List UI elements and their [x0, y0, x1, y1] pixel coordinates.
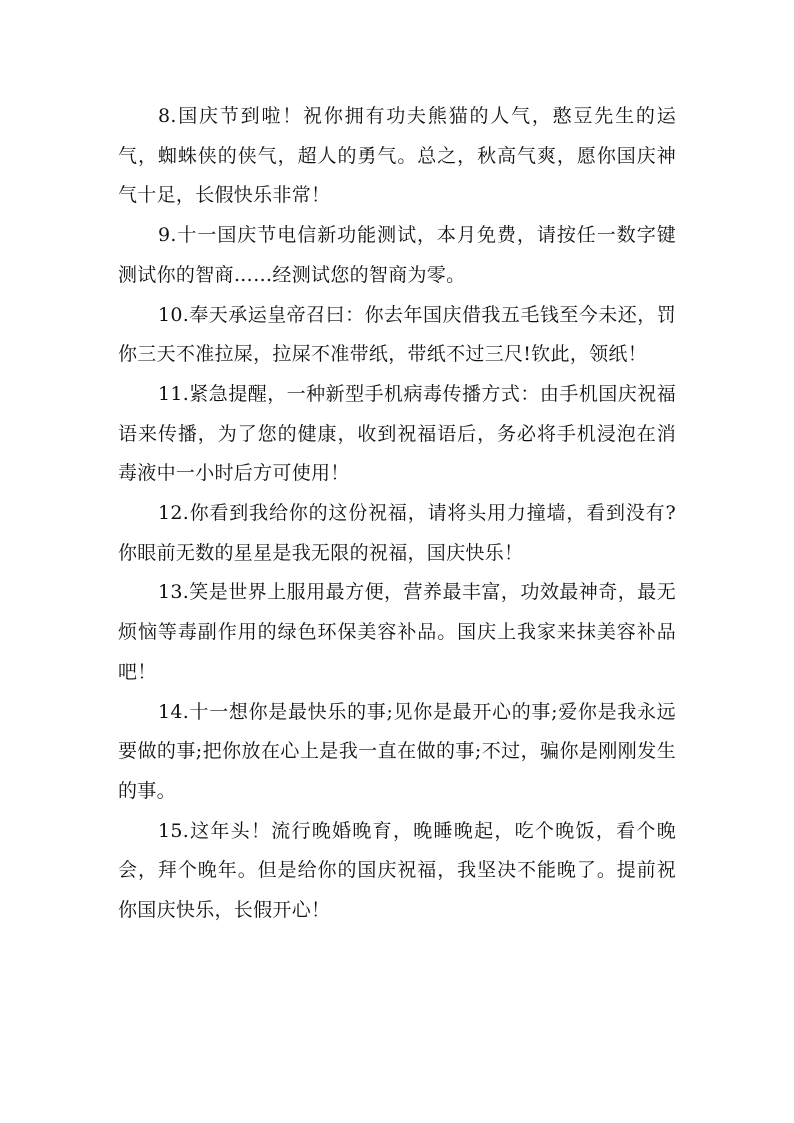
paragraph-10: 10.奉天承运皇帝召曰：你去年国庆借我五毛钱至今未还，罚你三天不准拉屎，拉屎不准带纸，带纸不过三尺!钦此，领纸！	[118, 303, 676, 366]
paragraph-11: 11.紧急提醒，一种新型手机病毒传播方式：由手机国庆祝福语来传播，为了您的健康，收到祝福语后，务必将手机浸泡在消毒液中一小时后方可使用！	[118, 382, 676, 485]
paragraph-13: 13.笑是世界上服用最方便，营养最丰富，功效最神奇，最无烦恼等毒副作用的绿色环保美容补品。国庆上我家来抹美容补品吧！	[118, 581, 676, 683]
document-body	[118, 97, 676, 931]
paragraph-12: 12.你看到我给你的这份祝福，请将头用力撞墙，看到没有?你眼前无数的星星是我无限的祝福，国庆快乐！	[118, 502, 676, 564]
paragraph-8: 8.国庆节到啦！祝你拥有功夫熊猫的人气，憨豆先生的运气，蜘蛛侠的侠气，超人的勇气。总之，秋高气爽，愿你国庆神气十足，长假快乐非常！	[118, 105, 676, 207]
paragraph-9: 9.十一国庆节电信新功能测试，本月免费，请按任一数字键测试你的智商……经测试您的智商为零。	[118, 224, 676, 286]
paragraph-14: 14.十一想你是最快乐的事;见你是最开心的事;爱你是我永远要做的事;把你放在心上是我一直在做的事;不过，骗你是刚刚发生的事。	[118, 700, 676, 802]
paragraph-15: 15.这年头！流行晚婚晚育，晚睡晚起，吃个晚饭，看个晚会，拜个晚年。但是给你的国庆祝福，我坚决不能晚了。提前祝你国庆快乐，长假开心！	[118, 819, 676, 922]
